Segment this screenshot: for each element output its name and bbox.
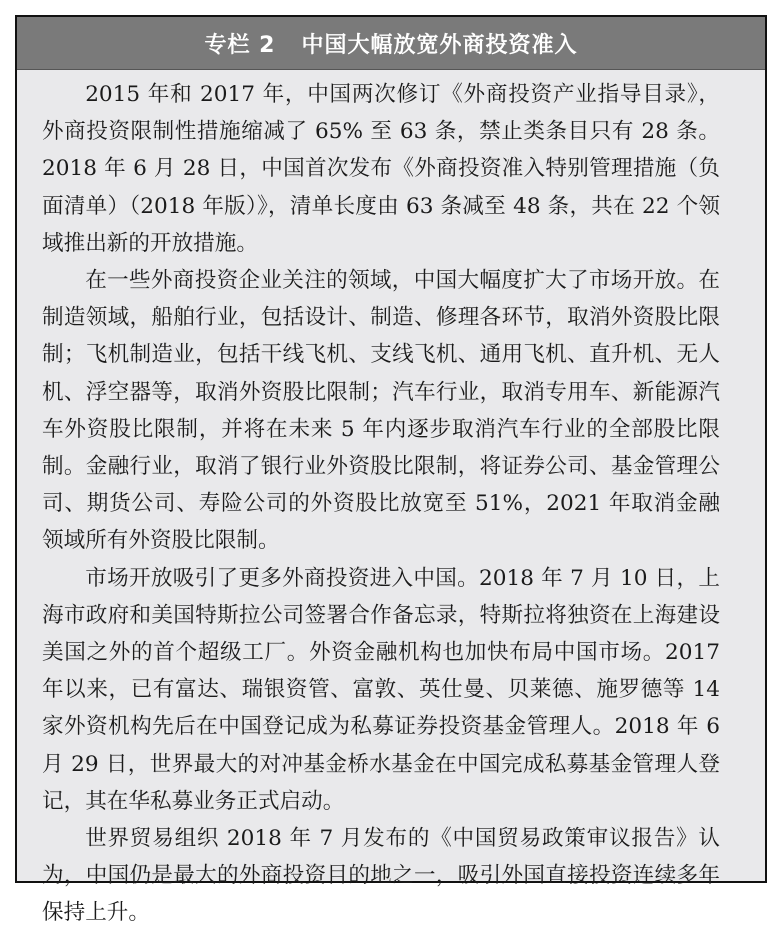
column-body xyxy=(17,70,765,932)
column-box xyxy=(15,15,767,926)
column-label: 专栏 2 xyxy=(204,32,276,58)
column-header xyxy=(17,17,765,70)
column-title: 中国大幅放宽外商投资准入 xyxy=(301,32,578,58)
paragraph-foreign-investment: 市场开放吸引了更多外商投资进入中国。2018 年 7 月 10 日，上海市政府和美国特斯拉公司签署合作备忘录，特斯拉将独资在上海建设美国之外的首个超级工厂。外资金融机构也加快布局中国市场。2017 年以来，已有富达、瑞银资管、富敦、英仕曼、贝莱德、施罗德等 14 家外资机构先后在中国登记成为私募证券投资基金管理人。2018 年 6 月 29 日，世界最大的对冲基金桥水基金在中国完成私募基金管理人登记，其在华私募业务正式启动。 xyxy=(42,565,720,814)
paragraph-negative-list: 2015 年和 2017 年，中国两次修订《外商投资产业指导目录》，外商投资限制性措施缩减了 65% 至 63 条，禁止类条目只有 28 条。2018 年 6 月 28 日，中国首次发布《外商投资准入特别管理措施（负面清单）（2018 年版）》，清单长度由 63 条减至 48 条，共在 22 个领域推出新的开放措施。 xyxy=(42,82,720,256)
paragraph-market-opening: 在一些外商投资企业关注的领域，中国大幅度扩大了市场开放。在制造领域，船舶行业，包括设计、制造、修理各环节，取消外资股比限制；飞机制造业，包括干线飞机、支线飞机、通用飞机、直升机、无人机、浮空器等，取消外资股比限制；汽车行业，取消专用车、新能源汽车外资股比限制，并将在未来 5 年内逐步取消汽车行业的全部股比限制。金融行业，取消了银行业外资股比限制，将证券公司、基金管理公司、期货公司、寿险公司的外资股比放宽至 51%，2021 年取消金融领域所有外资股比限制。 xyxy=(42,268,720,554)
paragraph-wto-review: 世界贸易组织 2018 年 7 月发布的《中国贸易政策审议报告》认为，中国仍是最大的外商投资目的地之一，吸引外国直接投资连续多年保持上升。 xyxy=(42,826,720,926)
